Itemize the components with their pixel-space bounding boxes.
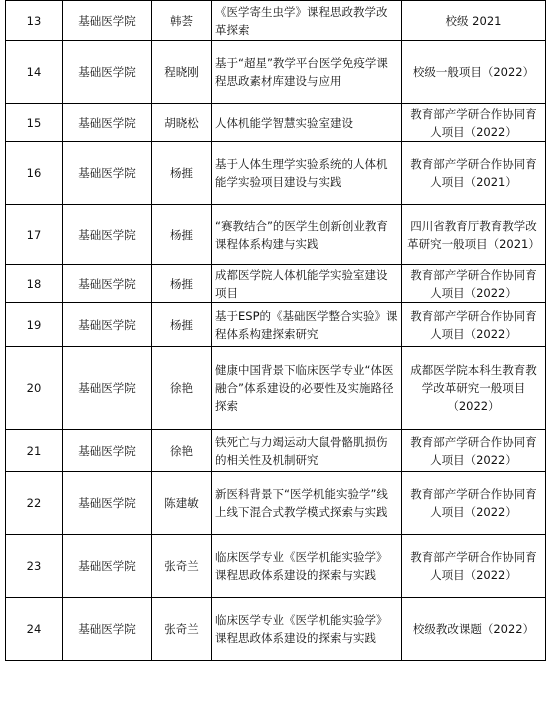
project-title-cell: 临床医学专业《医学机能实验学》课程思政体系建设的探索与实践 <box>212 535 402 598</box>
person-cell: 杨捱 <box>152 142 212 205</box>
row-number-cell: 23 <box>6 535 63 598</box>
college-cell: 基础医学院 <box>63 303 152 347</box>
college-cell: 基础医学院 <box>63 265 152 303</box>
table-row <box>6 535 546 598</box>
college-cell: 基础医学院 <box>63 41 152 104</box>
college-cell: 基础医学院 <box>63 535 152 598</box>
project-table <box>5 0 546 661</box>
project-title-cell: 铁死亡与力竭运动大鼠骨骼肌损伤的相关性及机制研究 <box>212 430 402 472</box>
row-number-cell: 24 <box>6 598 63 661</box>
project-level-cell: 教育部产学研合作协同育人项目（2021） <box>402 142 546 205</box>
table-row <box>6 104 546 142</box>
row-number-cell: 19 <box>6 303 63 347</box>
person-cell: 杨捱 <box>152 265 212 303</box>
project-level-cell: 教育部产学研合作协同育人项目（2022） <box>402 265 546 303</box>
person-cell: 程晓刚 <box>152 41 212 104</box>
person-cell: 徐艳 <box>152 347 212 430</box>
row-number-cell: 14 <box>6 41 63 104</box>
college-cell: 基础医学院 <box>63 598 152 661</box>
person-cell: 张奇兰 <box>152 535 212 598</box>
row-number-cell: 16 <box>6 142 63 205</box>
project-title-cell: 人体机能学智慧实验室建设 <box>212 104 402 142</box>
person-cell: 杨捱 <box>152 303 212 347</box>
project-table-body <box>6 1 546 661</box>
college-cell: 基础医学院 <box>63 1 152 41</box>
table-row <box>6 1 546 41</box>
project-level-cell: 教育部产学研合作协同育人项目（2022） <box>402 303 546 347</box>
table-row <box>6 265 546 303</box>
project-title-cell: 基于人体生理学实验系统的人体机能学实验项目建设与实践 <box>212 142 402 205</box>
college-cell: 基础医学院 <box>63 104 152 142</box>
person-cell: 韩荟 <box>152 1 212 41</box>
row-number-cell: 15 <box>6 104 63 142</box>
table-row <box>6 303 546 347</box>
table-row <box>6 41 546 104</box>
row-number-cell: 17 <box>6 205 63 265</box>
project-title-cell: 成都医学院人体机能学实验室建设项目 <box>212 265 402 303</box>
table-row <box>6 598 546 661</box>
row-number-cell: 18 <box>6 265 63 303</box>
row-number-cell: 22 <box>6 472 63 535</box>
project-level-cell: 四川省教育厅教育教学改革研究一般项目（2021） <box>402 205 546 265</box>
project-title-cell: 临床医学专业《医学机能实验学》课程思政体系建设的探索与实践 <box>212 598 402 661</box>
project-level-cell: 成都医学院本科生教育教学改革研究一般项目（2022） <box>402 347 546 430</box>
college-cell: 基础医学院 <box>63 472 152 535</box>
project-level-cell: 教育部产学研合作协同育人项目（2022） <box>402 535 546 598</box>
person-cell: 张奇兰 <box>152 598 212 661</box>
project-level-cell: 教育部产学研合作协同育人项目（2022） <box>402 104 546 142</box>
person-cell: 徐艳 <box>152 430 212 472</box>
project-level-cell: 校级教改课题（2022） <box>402 598 546 661</box>
person-cell: 杨捱 <box>152 205 212 265</box>
project-title-cell: “赛教结合”的医学生创新创业教育课程体系构建与实践 <box>212 205 402 265</box>
college-cell: 基础医学院 <box>63 142 152 205</box>
project-title-cell: 《医学寄生虫学》课程思政教学改革探索 <box>212 1 402 41</box>
college-cell: 基础医学院 <box>63 430 152 472</box>
table-row <box>6 430 546 472</box>
row-number-cell: 13 <box>6 1 63 41</box>
row-number-cell: 20 <box>6 347 63 430</box>
project-level-cell: 校级一般项目（2022） <box>402 41 546 104</box>
project-level-cell: 校级 2021 <box>402 1 546 41</box>
college-cell: 基础医学院 <box>63 205 152 265</box>
college-cell: 基础医学院 <box>63 347 152 430</box>
project-level-cell: 教育部产学研合作协同育人项目（2022） <box>402 430 546 472</box>
person-cell: 胡晓松 <box>152 104 212 142</box>
project-title-cell: 基于ESP的《基础医学整合实验》课程体系构建探索研究 <box>212 303 402 347</box>
project-title-cell: 基于“超星”教学平台医学免疫学课程思政素材库建设与应用 <box>212 41 402 104</box>
table-row <box>6 205 546 265</box>
person-cell: 陈建敏 <box>152 472 212 535</box>
project-title-cell: 健康中国背景下临床医学专业“体医融合”体系建设的必要性及实施路径探索 <box>212 347 402 430</box>
table-row <box>6 142 546 205</box>
table-row <box>6 347 546 430</box>
project-level-cell: 教育部产学研合作协同育人项目（2022） <box>402 472 546 535</box>
table-row <box>6 472 546 535</box>
row-number-cell: 21 <box>6 430 63 472</box>
project-title-cell: 新医科背景下“医学机能实验学”线上线下混合式教学模式探索与实践 <box>212 472 402 535</box>
